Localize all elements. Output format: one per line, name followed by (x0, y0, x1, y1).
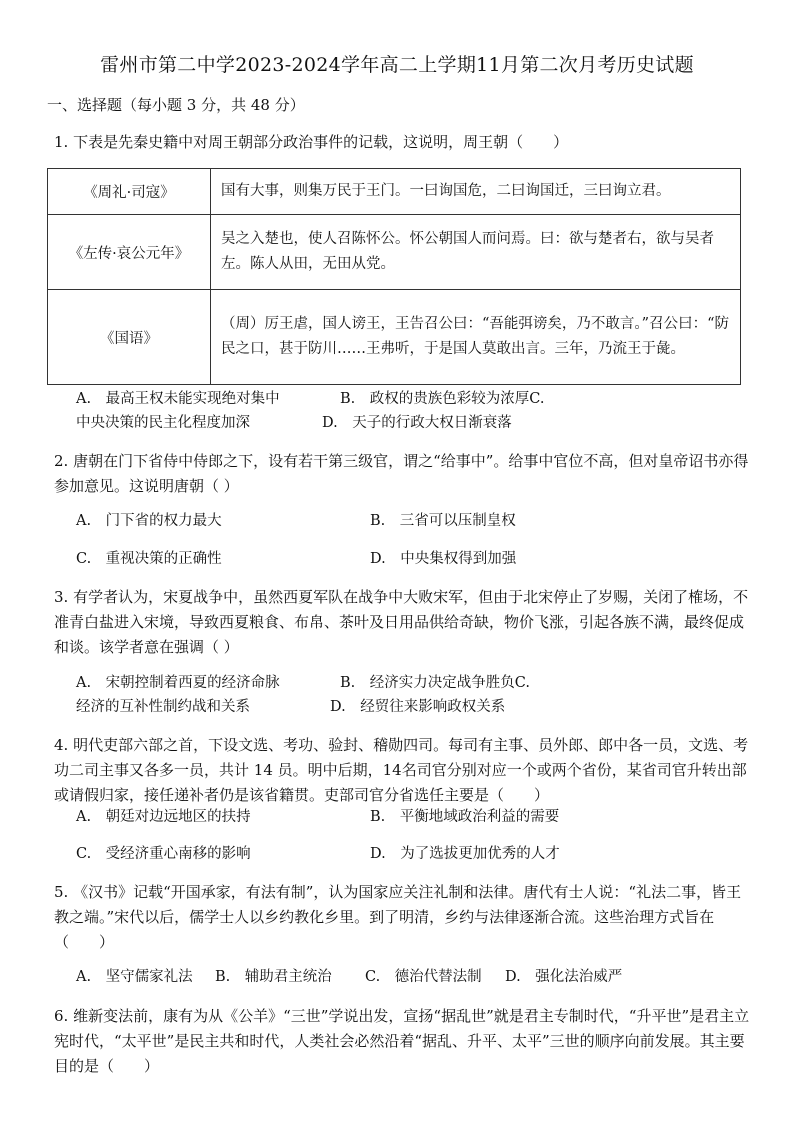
option: B. 三省可以压制皇权 (370, 513, 516, 529)
question-stem: 下表是先秦史籍中对周王朝部分政治事件的记载，这说明，周王朝（ ） (73, 133, 569, 151)
option: C. 受经济重心南移的影响 (76, 846, 251, 862)
table-text: 吴之入楚也，使人召陈怀公。怀公朝国人而问焉。曰：欲与楚者右，欲与吴者左。陈人从田，无田从党。 (211, 215, 741, 290)
option: D. 中央集权得到加强 (370, 551, 517, 567)
option: A. 门下省的权力最大 (76, 513, 222, 529)
option: D. 强化法治威严 (505, 969, 623, 985)
source-table (47, 168, 741, 385)
question-stem: 明代吏部六部之首，下设文选、考功、验封、稽勋四司。每司有主事、员外郎、郎中各一员，文选、考功二司主事又各多一员，共计 14 员。明中后期，14名司官分别对应一个或两个省份，某省司官升转出部或请假归家，接任递补者仍是该省籍贯。吏部司官分省选任主要是（ ） (54, 736, 749, 804)
table-row (48, 169, 741, 215)
option: B. 政权的贵族色彩较为浓厚C. (340, 391, 545, 407)
question-number: 2. (54, 452, 69, 470)
question-number: 5. (54, 883, 69, 901)
option: B. 经济实力决定战争胜负C. (340, 675, 530, 691)
question-stem: 唐朝在门下省侍中侍郎之下，设有若干第三级官，谓之“给事中”。给事中官位不高，但对皇帝诏书亦得参加意见。这说明唐朝（ ） (54, 452, 749, 495)
option: A. 最高王权未能实现绝对集中 (76, 391, 280, 407)
question-stem: 维新变法前，康有为从《公羊》“三世”学说出发，宣扬“据乱世”就是君主专制时代，“升平世”是君主立宪时代，“太平世”是民主共和时代，人类社会必然沿着“据乱、升平、太平”三世的顺序向前发展。其主要目的是（ ） (54, 1007, 750, 1075)
table-text: （周）厉王虐，国人谤王，王告召公曰：“吾能弭谤矣，乃不敢言。”召公曰：“防民之口，甚于防川……王弗听，于是国人莫敢出言。三年，乃流王于彘。 (211, 290, 741, 385)
question-4 (54, 733, 754, 808)
page-title: 雷州市第二中学2023-2024学年高二上学期11月第二次月考历史试题 (100, 54, 694, 76)
option: B. 辅助君主统治 (215, 969, 332, 985)
section-heading: 一、选择题（每小题 3 分，共 48 分） (47, 96, 305, 114)
table-row (48, 215, 741, 290)
table-source: 《国语》 (48, 290, 211, 385)
question-number: 4. (54, 736, 69, 754)
table-row (48, 290, 741, 385)
option: A. 宋朝控制着西夏的经济命脉 (76, 675, 280, 691)
option: C. 重视决策的正确性 (76, 551, 222, 567)
table-source: 《左传·哀公元年》 (48, 215, 211, 290)
question-stem: 有学者认为，宋夏战争中，虽然西夏军队在战争中大败宋军，但由于北宋停止了岁赐，关闭了榷场，不准青白盐进入宋境，导致西夏粮食、布帛、茶叶及日用品供给奇缺，物价飞涨，引起各族不满，最终促成和谈。该学者意在强调（ ） (54, 588, 749, 656)
option: D. 为了选拔更加优秀的人才 (370, 846, 560, 862)
question-3 (54, 585, 754, 660)
option: D. 天子的行政大权日渐衰落 (322, 415, 512, 431)
table-text: 国有大事，则集万民于王门。一曰询国危，二曰询国迁，三曰询立君。 (211, 169, 741, 215)
question-number: 1. (54, 133, 69, 151)
question-stem: 《汉书》记载“开国承家，有法有制”，认为国家应关注礼制和法律。唐代有士人说：“礼法二事，皆王教之端。”宋代以后，儒学士人以乡约教化乡里。到了明清，乡约与法律逐渐合流。这些治理方式旨在（ ） (54, 883, 742, 951)
question-5 (54, 880, 754, 955)
option: 经济的互补性制约战和关系 (76, 699, 250, 715)
option: 中央决策的民主化程度加深 (76, 415, 250, 431)
option: A. 朝廷对边远地区的扶持 (76, 809, 251, 825)
question-6 (54, 1004, 754, 1079)
option: B. 平衡地域政治利益的需要 (370, 809, 560, 825)
question-1 (54, 130, 754, 155)
option: C. 德治代替法制 (365, 969, 482, 985)
table-source: 《周礼·司寇》 (48, 169, 211, 215)
option: D. 经贸往来影响政权关系 (330, 699, 506, 715)
question-number: 3. (54, 588, 69, 606)
option: A. 坚守儒家礼法 (76, 969, 193, 985)
question-2 (54, 449, 754, 499)
question-number: 6. (54, 1007, 69, 1025)
